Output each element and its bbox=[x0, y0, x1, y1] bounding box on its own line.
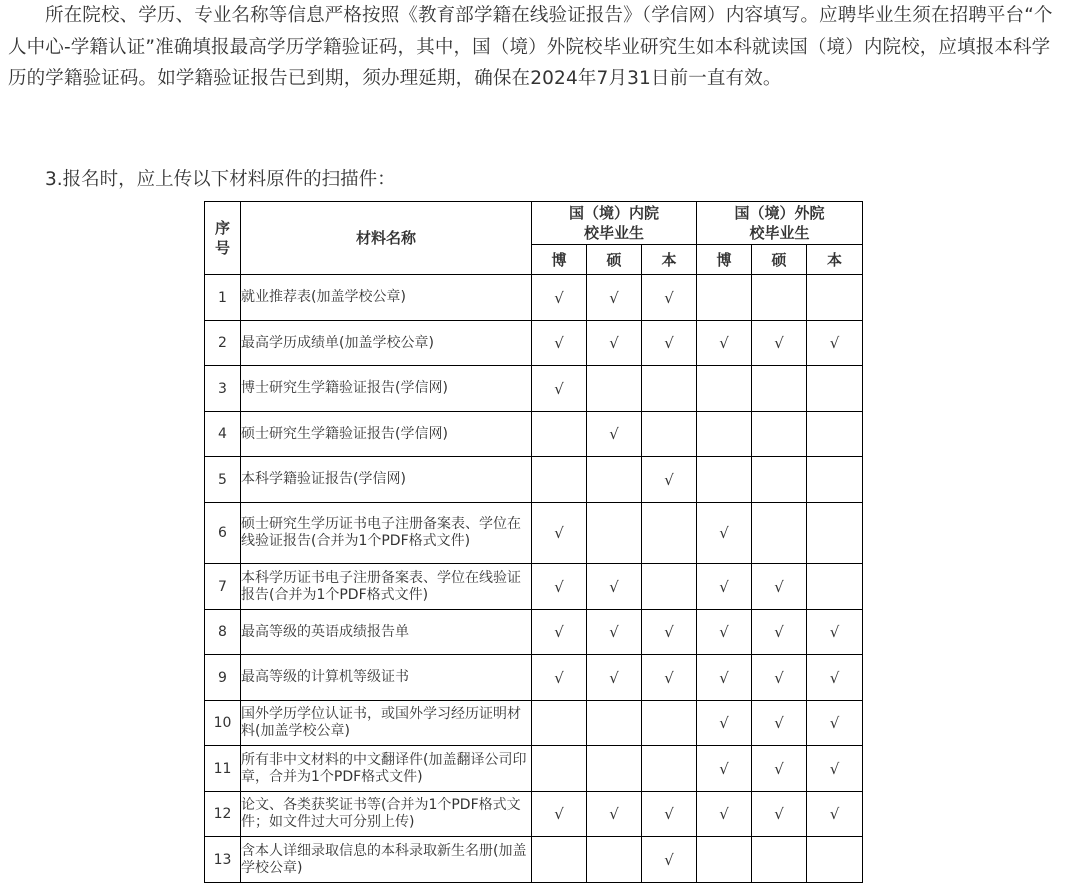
foreign-phd-check: √ bbox=[697, 655, 752, 701]
domestic-master-check bbox=[587, 837, 642, 883]
row-number: 2 bbox=[205, 321, 241, 366]
domestic-phd-check: √ bbox=[532, 792, 587, 837]
domestic-bachelor-check: √ bbox=[642, 275, 697, 321]
table-row bbox=[205, 321, 863, 366]
material-name: 论文、各类获奖证书等(合并为1个PDF格式文件；如文件过大可分别上传) bbox=[241, 792, 532, 837]
domestic-phd-check: √ bbox=[532, 321, 587, 366]
header-foreign-graduates: 国（境）外院校毕业生 bbox=[697, 202, 863, 245]
foreign-bachelor-check bbox=[807, 564, 863, 610]
header-foreign-master: 硕 bbox=[752, 245, 807, 275]
foreign-bachelor-check bbox=[807, 503, 863, 564]
foreign-master-check bbox=[752, 412, 807, 457]
row-number: 12 bbox=[205, 792, 241, 837]
table-row bbox=[205, 457, 863, 503]
domestic-phd-check bbox=[532, 457, 587, 503]
domestic-bachelor-check bbox=[642, 746, 697, 792]
domestic-phd-check bbox=[532, 746, 587, 792]
domestic-bachelor-check bbox=[642, 564, 697, 610]
header-foreign-phd: 博 bbox=[697, 245, 752, 275]
foreign-phd-check bbox=[697, 412, 752, 457]
domestic-bachelor-check: √ bbox=[642, 837, 697, 883]
domestic-phd-check: √ bbox=[532, 503, 587, 564]
domestic-bachelor-check bbox=[642, 701, 697, 746]
foreign-phd-check: √ bbox=[697, 792, 752, 837]
foreign-master-check: √ bbox=[752, 610, 807, 655]
foreign-master-check bbox=[752, 837, 807, 883]
table-row bbox=[205, 503, 863, 564]
material-name: 所有非中文材料的中文翻译件(加盖翻译公司印章，合并为1个PDF格式文件) bbox=[241, 746, 532, 792]
table-row bbox=[205, 701, 863, 746]
material-name: 就业推荐表(加盖学校公章) bbox=[241, 275, 532, 321]
foreign-bachelor-check bbox=[807, 275, 863, 321]
table-row bbox=[205, 564, 863, 610]
foreign-bachelor-check: √ bbox=[807, 792, 863, 837]
table-row bbox=[205, 412, 863, 457]
materials-table bbox=[204, 201, 863, 883]
domestic-master-check bbox=[587, 746, 642, 792]
domestic-master-check bbox=[587, 503, 642, 564]
domestic-master-check: √ bbox=[587, 610, 642, 655]
foreign-bachelor-check: √ bbox=[807, 655, 863, 701]
table-row bbox=[205, 792, 863, 837]
foreign-master-check: √ bbox=[752, 746, 807, 792]
point-3-heading: 3.报名时，应上传以下材料原件的扫描件： bbox=[45, 169, 396, 190]
foreign-phd-check: √ bbox=[697, 321, 752, 366]
table-row bbox=[205, 366, 863, 412]
foreign-master-check: √ bbox=[752, 564, 807, 610]
header-serial-number: 序号 bbox=[205, 202, 241, 275]
foreign-phd-check bbox=[697, 837, 752, 883]
header-material-name: 材料名称 bbox=[241, 202, 532, 275]
domestic-phd-check bbox=[532, 412, 587, 457]
domestic-phd-check: √ bbox=[532, 275, 587, 321]
material-name: 本科学历证书电子注册备案表、学位在线验证报告(合并为1个PDF格式文件) bbox=[241, 564, 532, 610]
domestic-bachelor-check bbox=[642, 503, 697, 564]
foreign-master-check: √ bbox=[752, 321, 807, 366]
table-row bbox=[205, 610, 863, 655]
foreign-phd-check: √ bbox=[697, 746, 752, 792]
domestic-phd-check bbox=[532, 701, 587, 746]
domestic-phd-check: √ bbox=[532, 564, 587, 610]
row-number: 1 bbox=[205, 275, 241, 321]
material-name: 最高等级的计算机等级证书 bbox=[241, 655, 532, 701]
foreign-bachelor-check bbox=[807, 366, 863, 412]
foreign-master-check: √ bbox=[752, 701, 807, 746]
domestic-phd-check: √ bbox=[532, 610, 587, 655]
foreign-bachelor-check bbox=[807, 457, 863, 503]
row-number: 10 bbox=[205, 701, 241, 746]
header-domestic-bachelor: 本 bbox=[642, 245, 697, 275]
material-name: 博士研究生学籍验证报告(学信网) bbox=[241, 366, 532, 412]
material-name: 硕士研究生学历证书电子注册备案表、学位在线验证报告(合并为1个PDF格式文件) bbox=[241, 503, 532, 564]
row-number: 4 bbox=[205, 412, 241, 457]
row-number: 13 bbox=[205, 837, 241, 883]
foreign-master-check: √ bbox=[752, 655, 807, 701]
material-name: 硕士研究生学籍验证报告(学信网) bbox=[241, 412, 532, 457]
domestic-bachelor-check bbox=[642, 366, 697, 412]
domestic-bachelor-check: √ bbox=[642, 792, 697, 837]
row-number: 6 bbox=[205, 503, 241, 564]
table-row bbox=[205, 275, 863, 321]
domestic-bachelor-check bbox=[642, 412, 697, 457]
domestic-bachelor-check: √ bbox=[642, 610, 697, 655]
domestic-master-check bbox=[587, 366, 642, 412]
foreign-master-check: √ bbox=[752, 792, 807, 837]
foreign-phd-check: √ bbox=[697, 701, 752, 746]
material-name: 最高等级的英语成绩报告单 bbox=[241, 610, 532, 655]
table-row bbox=[205, 746, 863, 792]
foreign-bachelor-check: √ bbox=[807, 701, 863, 746]
table-row bbox=[205, 837, 863, 883]
domestic-phd-check: √ bbox=[532, 655, 587, 701]
domestic-master-check: √ bbox=[587, 655, 642, 701]
foreign-phd-check bbox=[697, 275, 752, 321]
foreign-bachelor-check bbox=[807, 837, 863, 883]
material-name: 本科学籍验证报告(学信网) bbox=[241, 457, 532, 503]
header-foreign-bachelor: 本 bbox=[807, 245, 863, 275]
foreign-master-check bbox=[752, 503, 807, 564]
material-name: 国外学历学位认证书，或国外学习经历证明材料(加盖学校公章) bbox=[241, 701, 532, 746]
foreign-bachelor-check: √ bbox=[807, 610, 863, 655]
domestic-phd-check bbox=[532, 837, 587, 883]
domestic-master-check: √ bbox=[587, 321, 642, 366]
intro-paragraph: 所在院校、学历、专业名称等信息严格按照《教育部学籍在线验证报告》（学信网）内容填写。应聘毕业生须在招聘平台“个人中心-学籍认证”准确填报最高学历学籍验证码，其中，国（境）外院校毕业研究生如本科就读国（境）内院校，应填报本科学历的学籍验证码。如学籍验证报告已到期，须办理延期，确保在2024年7月31日前一直有效。 bbox=[8, 5, 1053, 89]
foreign-phd-check: √ bbox=[697, 610, 752, 655]
header-domestic-master: 硕 bbox=[587, 245, 642, 275]
foreign-phd-check bbox=[697, 457, 752, 503]
foreign-phd-check bbox=[697, 366, 752, 412]
table-row bbox=[205, 655, 863, 701]
material-name: 最高学历成绩单(加盖学校公章) bbox=[241, 321, 532, 366]
header-domestic-phd: 博 bbox=[532, 245, 587, 275]
row-number: 7 bbox=[205, 564, 241, 610]
domestic-master-check: √ bbox=[587, 564, 642, 610]
foreign-master-check bbox=[752, 275, 807, 321]
material-name: 含本人详细录取信息的本科录取新生名册(加盖学校公章) bbox=[241, 837, 532, 883]
foreign-bachelor-check: √ bbox=[807, 746, 863, 792]
foreign-phd-check: √ bbox=[697, 564, 752, 610]
row-number: 8 bbox=[205, 610, 241, 655]
domestic-master-check: √ bbox=[587, 412, 642, 457]
domestic-bachelor-check: √ bbox=[642, 655, 697, 701]
header-domestic-graduates: 国（境）内院校毕业生 bbox=[532, 202, 697, 245]
domestic-bachelor-check: √ bbox=[642, 321, 697, 366]
foreign-bachelor-check: √ bbox=[807, 321, 863, 366]
domestic-master-check: √ bbox=[587, 792, 642, 837]
domestic-phd-check: √ bbox=[532, 366, 587, 412]
foreign-phd-check: √ bbox=[697, 503, 752, 564]
row-number: 5 bbox=[205, 457, 241, 503]
foreign-master-check bbox=[752, 457, 807, 503]
foreign-master-check bbox=[752, 366, 807, 412]
domestic-master-check bbox=[587, 701, 642, 746]
domestic-master-check bbox=[587, 457, 642, 503]
row-number: 9 bbox=[205, 655, 241, 701]
row-number: 11 bbox=[205, 746, 241, 792]
row-number: 3 bbox=[205, 366, 241, 412]
foreign-bachelor-check bbox=[807, 412, 863, 457]
domestic-master-check: √ bbox=[587, 275, 642, 321]
domestic-bachelor-check: √ bbox=[642, 457, 697, 503]
